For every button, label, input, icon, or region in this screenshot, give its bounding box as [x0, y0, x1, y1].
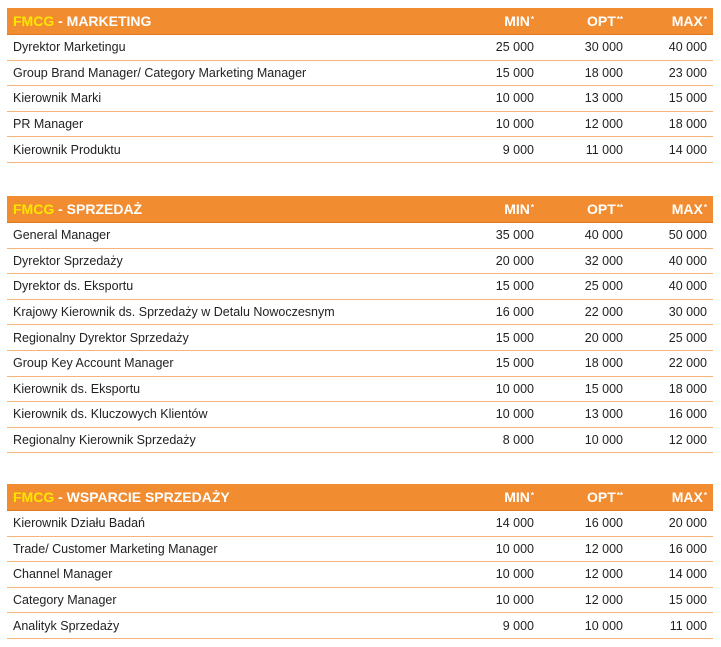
position-name: PR Manager: [13, 117, 84, 132]
table-header: [7, 8, 713, 35]
salary-max: 30 000: [668, 305, 707, 320]
salary-min: 10 000: [495, 541, 534, 556]
salary-max: 18 000: [668, 117, 707, 132]
table-row: [7, 325, 713, 351]
table-row: [7, 61, 713, 87]
position-name: Category Manager: [13, 593, 117, 608]
table-row: [7, 613, 713, 639]
position-name: Regionalny Kierownik Sprzedaży: [13, 433, 196, 448]
salary-max: 15 000: [668, 593, 707, 608]
position-name: Group Brand Manager/ Category Marketing Manager: [13, 65, 307, 80]
position-name: Kierownik Działu Badań: [13, 516, 146, 531]
position-name: Dyrektor Marketingu: [13, 40, 126, 55]
salary-min: 10 000: [495, 407, 534, 422]
table-row: [7, 562, 713, 588]
table-row: [7, 377, 713, 403]
position-name: Kierownik Marki: [13, 91, 102, 106]
salary-opt: 32 000: [584, 253, 623, 268]
salary-opt: 30 000: [584, 40, 623, 55]
salary-opt: 18 000: [584, 65, 623, 80]
salary-max: 40 000: [668, 279, 707, 294]
table-row: [7, 112, 713, 138]
salary-min: 15 000: [495, 65, 534, 80]
position-name: Kierownik ds. Eksportu: [13, 381, 141, 396]
section-title-text: - WSPARCIE SPRZEDAŻY: [54, 489, 230, 505]
salary-min: 20 000: [495, 253, 534, 268]
position-name: Trade/ Customer Marketing Manager: [13, 541, 218, 556]
salary-opt: 10 000: [584, 618, 623, 633]
salary-opt: 22 000: [584, 305, 623, 320]
salary-min: 15 000: [495, 356, 534, 371]
position-name: Krajowy Kierownik ds. Sprzedaży w Detalu Nowoczesnym: [13, 305, 335, 320]
column-max-header: MAX*: [671, 489, 707, 505]
salary-max: 12 000: [668, 433, 707, 448]
table-row: [7, 402, 713, 428]
salary-opt: 10 000: [584, 433, 623, 448]
salary-min: 16 000: [495, 305, 534, 320]
salary-min: 9 000: [502, 142, 534, 157]
salary-max: 16 000: [668, 407, 707, 422]
column-min-header: MIN*: [504, 201, 534, 217]
salary-opt: 18 000: [584, 356, 623, 371]
column-max-header: MAX*: [671, 13, 707, 29]
position-name: Group Key Account Manager: [13, 356, 174, 371]
section-title: [7, 489, 434, 505]
salary-max: 14 000: [668, 567, 707, 582]
table-row: [7, 274, 713, 300]
table-row: [7, 537, 713, 563]
table-row: [7, 86, 713, 112]
table-row: [7, 428, 713, 454]
salary-min: 8 000: [502, 433, 534, 448]
brand-label: FMCG: [13, 489, 55, 505]
salary-max: 18 000: [668, 381, 707, 396]
salary-opt: 13 000: [584, 407, 623, 422]
salary-min: 10 000: [495, 117, 534, 132]
section-title: [7, 201, 434, 217]
column-opt-header: OPT**: [586, 489, 623, 505]
salary-opt: 13 000: [584, 91, 623, 106]
position-name: Regionalny Dyrektor Sprzedaży: [13, 330, 189, 345]
salary-min: 35 000: [495, 228, 534, 243]
salary-max: 23 000: [668, 65, 707, 80]
salary-min: 15 000: [495, 330, 534, 345]
table-row: [7, 511, 713, 537]
salary-min: 10 000: [495, 593, 534, 608]
salary-min: 10 000: [495, 567, 534, 582]
salary-min: 15 000: [495, 279, 534, 294]
salary-min: 10 000: [495, 381, 534, 396]
section-title-text: - SPRZEDAŻ: [54, 201, 143, 217]
salary-max: 14 000: [668, 142, 707, 157]
section-title-text: - MARKETING: [54, 13, 152, 29]
salary-min: 10 000: [495, 91, 534, 106]
salary-max: 22 000: [668, 356, 707, 371]
position-name: Dyrektor ds. Eksportu: [13, 279, 134, 294]
section-title: [7, 13, 434, 29]
position-name: Channel Manager: [13, 567, 113, 582]
salary-max: 16 000: [668, 541, 707, 556]
table-row: [7, 137, 713, 163]
salary-max: 11 000: [669, 618, 707, 633]
column-max-header: MAX*: [671, 201, 707, 217]
salary-opt: 15 000: [584, 381, 623, 396]
table-header: [7, 484, 713, 511]
table-row: [7, 249, 713, 275]
salary-table-wsparcie-sprzedazy: [7, 484, 713, 639]
table-row: [7, 223, 713, 249]
salary-max: 40 000: [668, 253, 707, 268]
salary-max: 40 000: [668, 40, 707, 55]
brand-label: FMCG: [13, 13, 55, 29]
salary-opt: 12 000: [584, 117, 623, 132]
column-min-header: MIN*: [504, 489, 534, 505]
column-min-header: MIN*: [504, 13, 534, 29]
position-name: Dyrektor Sprzedaży: [13, 253, 123, 268]
salary-table-sprzedaz: [7, 196, 713, 453]
salary-min: 14 000: [495, 516, 534, 531]
position-name: Kierownik Produktu: [13, 142, 121, 157]
position-name: Analityk Sprzedaży: [13, 618, 120, 633]
salary-opt: 11 000: [585, 142, 623, 157]
column-opt-header: OPT**: [586, 201, 623, 217]
table-header: [7, 196, 713, 223]
salary-opt: 40 000: [584, 228, 623, 243]
column-opt-header: OPT**: [586, 13, 623, 29]
table-row: [7, 300, 713, 326]
salary-opt: 16 000: [584, 516, 623, 531]
table-row: [7, 35, 713, 61]
salary-opt: 12 000: [584, 567, 623, 582]
salary-max: 20 000: [668, 516, 707, 531]
salary-opt: 12 000: [584, 541, 623, 556]
salary-opt: 12 000: [584, 593, 623, 608]
brand-label: FMCG: [13, 201, 55, 217]
salary-min: 25 000: [495, 40, 534, 55]
salary-opt: 20 000: [584, 330, 623, 345]
table-row: [7, 588, 713, 614]
position-name: Kierownik ds. Kluczowych Klientów: [13, 407, 208, 422]
salary-max: 15 000: [668, 91, 707, 106]
table-row: [7, 351, 713, 377]
salary-max: 50 000: [668, 228, 707, 243]
salary-table-marketing: [7, 8, 713, 163]
position-name: General Manager: [13, 228, 111, 243]
salary-max: 25 000: [668, 330, 707, 345]
salary-opt: 25 000: [584, 279, 623, 294]
salary-min: 9 000: [502, 618, 534, 633]
